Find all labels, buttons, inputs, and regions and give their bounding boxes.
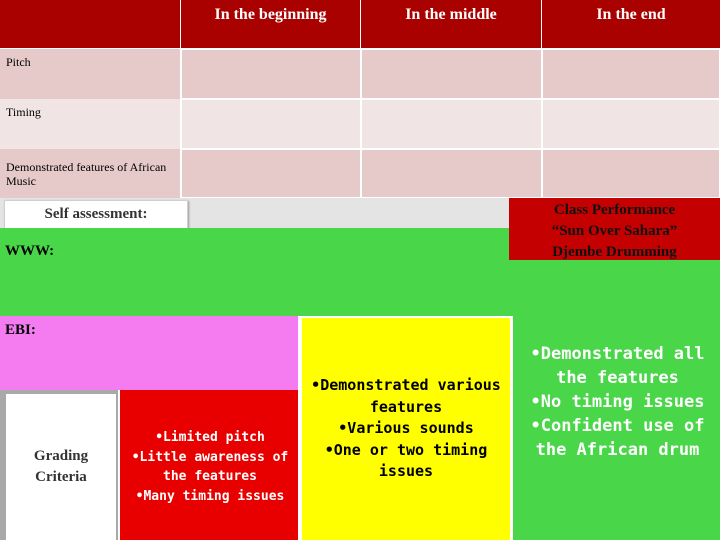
ebi-label: EBI: <box>5 322 36 338</box>
class-performance-text <box>509 200 720 263</box>
grading-criteria-title <box>6 446 116 488</box>
cell-features-end[interactable] <box>542 149 720 198</box>
ebi-area[interactable] <box>0 316 298 390</box>
criteria-mid-line3: •Various sounds <box>338 419 474 437</box>
class-performance-line3: Djembe Drumming <box>552 244 677 260</box>
cell-timing-beginning[interactable] <box>181 99 361 149</box>
cell-features-beginning[interactable] <box>181 149 361 198</box>
criteria-mid-line2: features <box>369 397 443 416</box>
row-label-features: Demonstrated features of African Music <box>0 149 180 198</box>
header-beginning: In the beginning <box>181 0 360 48</box>
criteria-mid-line4: •One or two timing <box>324 440 488 459</box>
row-label-pitch: Pitch <box>0 49 180 99</box>
www-area[interactable] <box>0 228 513 316</box>
header-middle: In the middle <box>361 0 541 48</box>
criteria-low-line1: •Limited pitch <box>155 430 265 445</box>
criteria-high-text <box>515 342 720 462</box>
header-corner <box>0 0 180 48</box>
cell-pitch-end[interactable] <box>542 49 720 99</box>
grading-title-line1: Grading <box>33 448 89 464</box>
criteria-low-line3: the features <box>163 469 257 484</box>
criteria-high-line3: •No timing issues <box>530 392 705 412</box>
self-assessment-label: Self assessment: <box>44 206 148 222</box>
criteria-mid-text <box>302 375 510 483</box>
criteria-high-line1: •Demonstrated all <box>530 344 705 364</box>
cell-timing-middle[interactable] <box>361 99 542 149</box>
criteria-mid-line5: issues <box>378 462 434 480</box>
criteria-high-line5: the African drum <box>535 440 700 460</box>
cell-pitch-middle[interactable] <box>361 49 542 99</box>
class-performance-line1: Class Performance <box>553 202 676 218</box>
criteria-low-line4: •Many timing issues <box>135 488 285 504</box>
www-label: WWW: <box>5 243 55 259</box>
criteria-mid-line1: •Demonstrated various <box>311 376 501 394</box>
row-label-timing: Timing <box>0 99 180 149</box>
grading-title-line2: Criteria <box>35 469 87 485</box>
criteria-high-line2: the features <box>556 368 679 388</box>
cell-features-middle[interactable] <box>361 149 542 198</box>
header-end: In the end <box>542 0 720 48</box>
cell-pitch-beginning[interactable] <box>181 49 361 99</box>
cell-timing-end[interactable] <box>542 99 720 149</box>
criteria-low-text <box>122 428 298 506</box>
criteria-high-line4: •Confident use of <box>530 416 705 436</box>
criteria-low-line2: •Little awareness of <box>131 449 289 465</box>
class-performance-line2: “Sun Over Sahara” <box>551 223 678 239</box>
